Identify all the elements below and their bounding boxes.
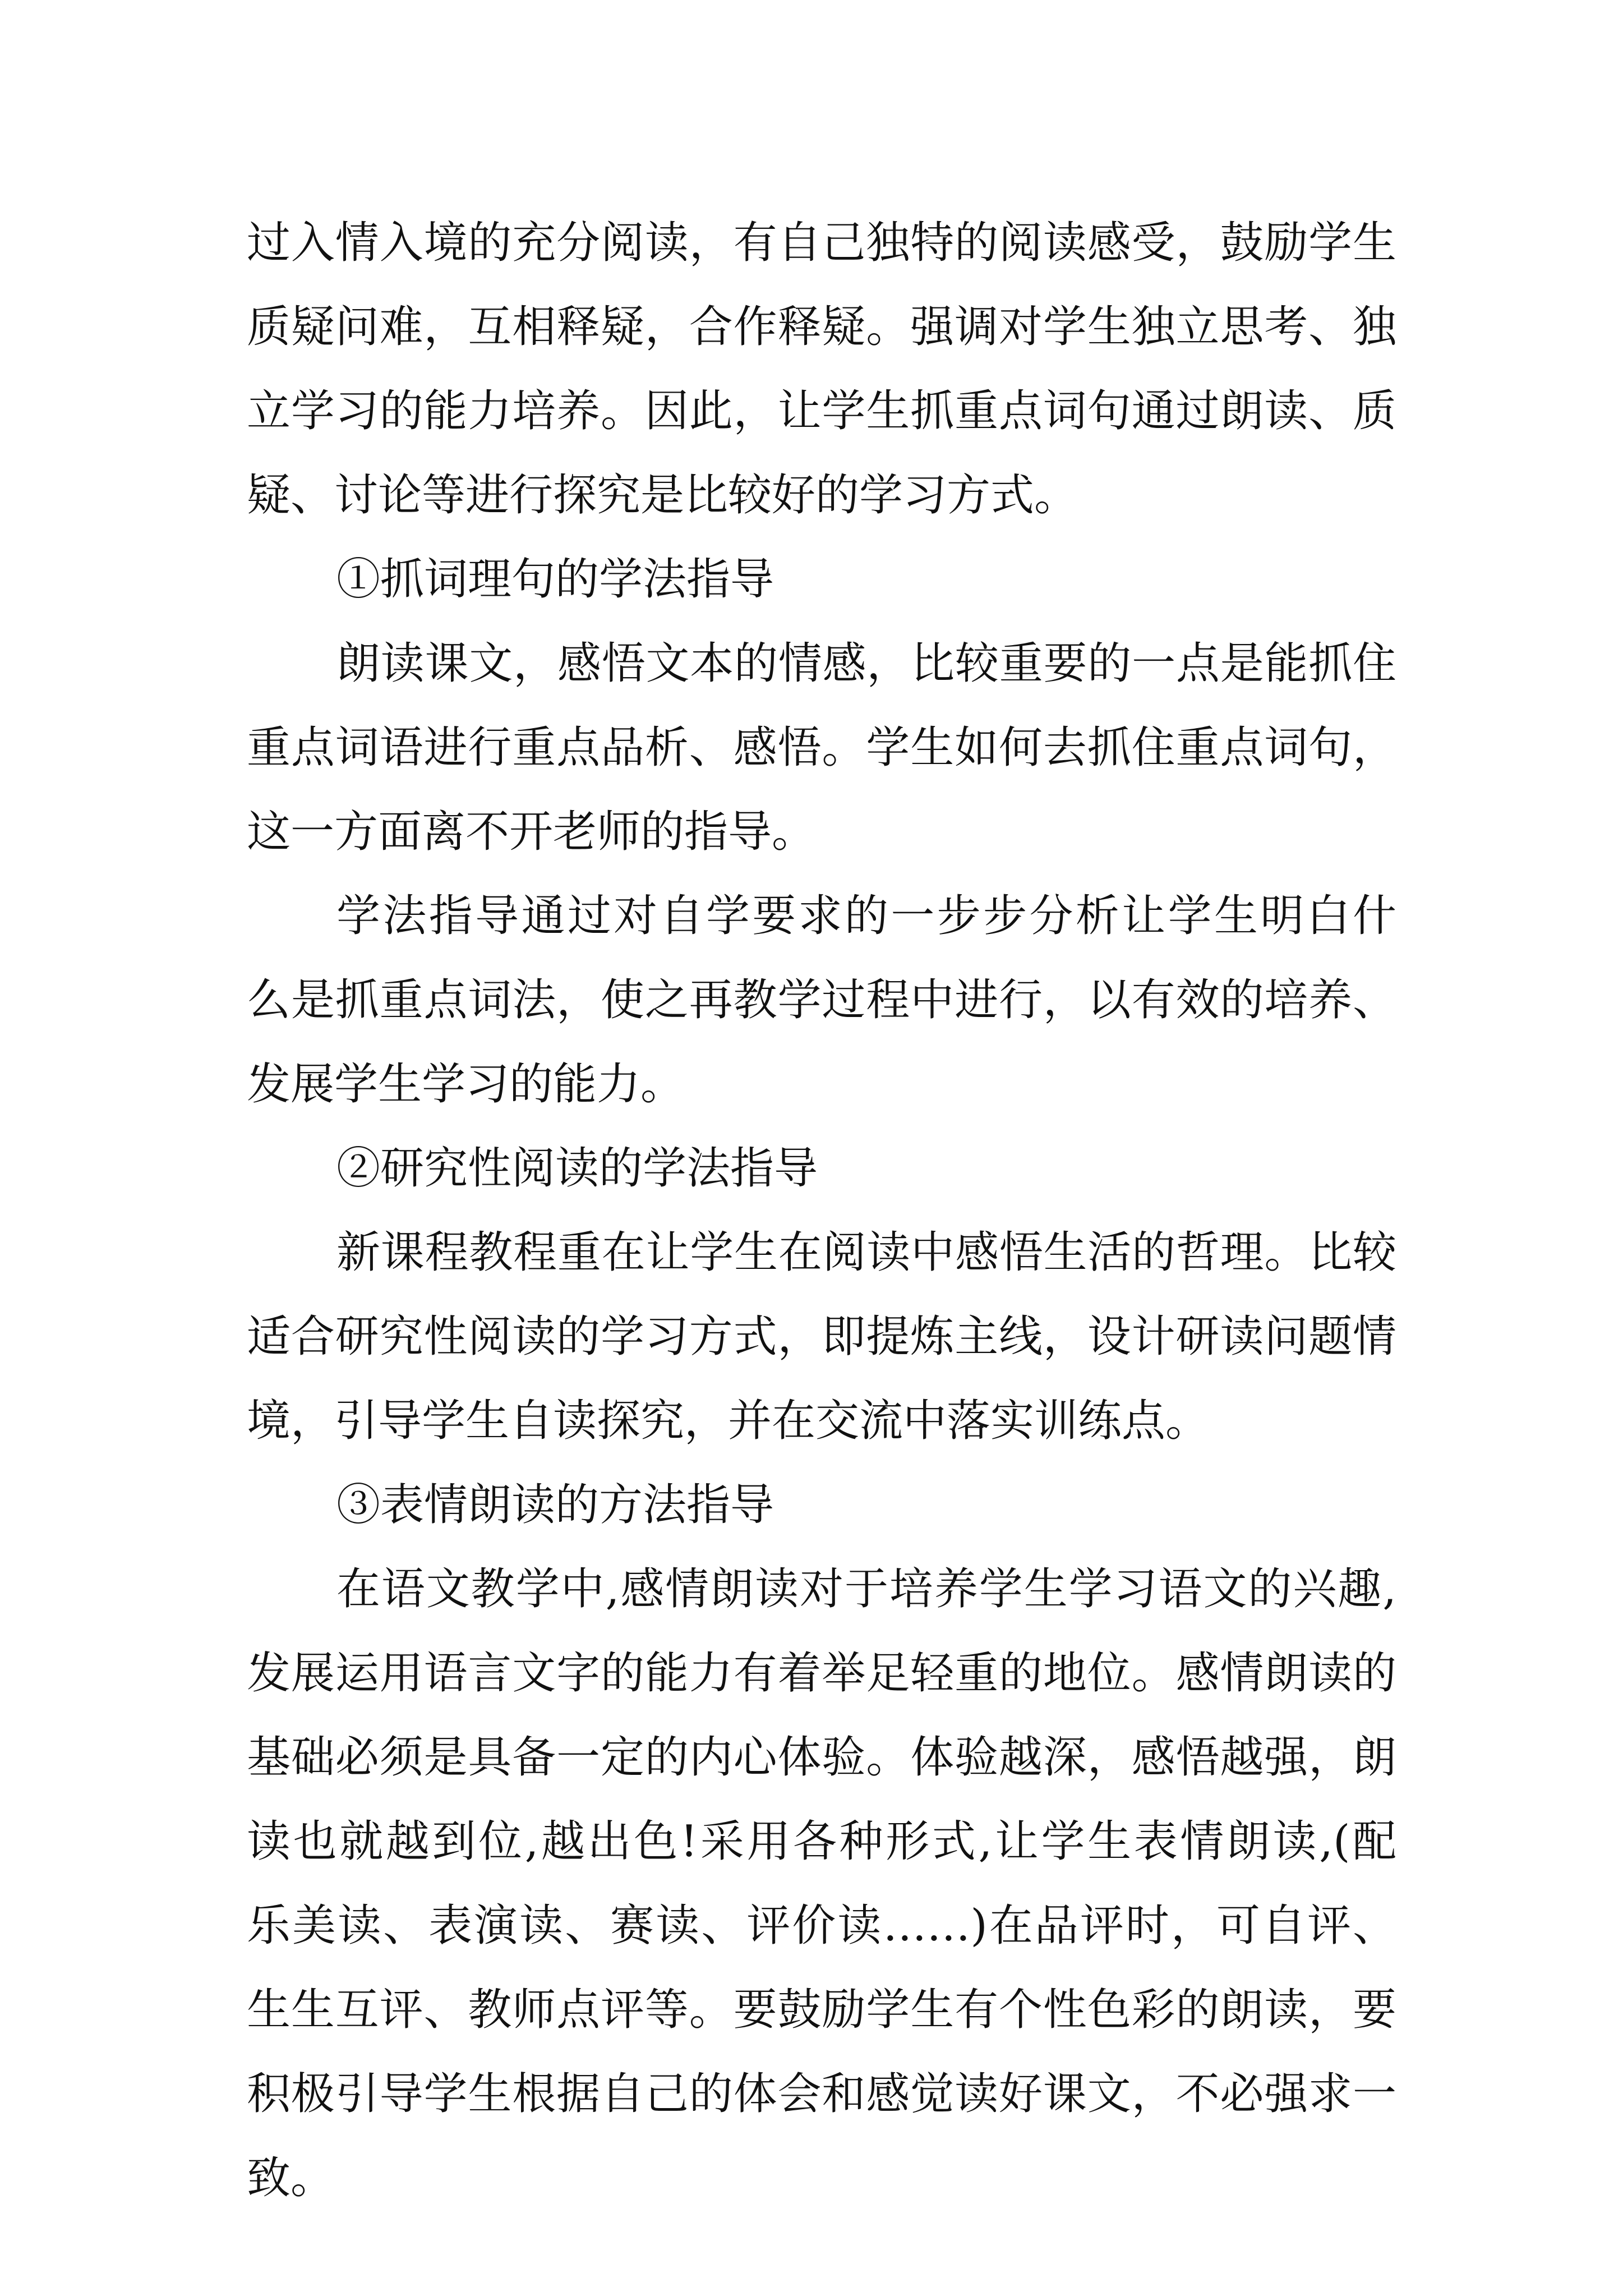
text-line: 过入情入境的充分阅读，有自己独特的阅读感受，鼓励学生 (247, 218, 1396, 268)
text-line: 重点词语进行重点品析、感悟。学生如何去抓住重点词句， (247, 723, 1396, 773)
text-line: 新课程教程重在让学生在阅读中感悟生活的哲理。比较 (336, 1227, 1396, 1278)
text-line: 在语文教学中,感情朗读对于培养学生学习语文的兴趣, (336, 1564, 1396, 1614)
text-line: 朗读课文，感悟文本的情感，比较重要的一点是能抓住 (336, 638, 1396, 689)
text-line: 质疑问难，互相释疑，合作释疑。强调对学生独立思考、独 (247, 302, 1396, 352)
text-line: 积极引导学生根据自己的体会和感觉读好课文，不必强求一 (247, 2069, 1396, 2119)
text-line: 立学习的能力培养。因此，让学生抓重点词句通过朗读、质 (247, 386, 1396, 436)
text-line: 学法指导通过对自学要求的一步步分析让学生明白什 (336, 891, 1396, 941)
text-line: 读也就越到位,越出色!采用各种形式,让学生表情朗读,(配 (247, 1816, 1396, 1867)
text-line: 基础必须是具备一定的内心体验。体验越深，感悟越强，朗 (247, 1732, 1396, 1783)
section-heading-1: ①抓词理句的学法指导 (336, 554, 774, 605)
text-line: 适合研究性阅读的学习方式，即提炼主线，设计研读问题情 (247, 1312, 1396, 1362)
text-line: 疑、讨论等进行探究是比较好的学习方式。 (247, 470, 1078, 521)
text-line: 发展学生学习的能力。 (247, 1059, 685, 1110)
text-line: 生生互评、教师点评等。要鼓励学生有个性色彩的朗读，要 (247, 1985, 1396, 2035)
section-heading-3: ③表情朗读的方法指导 (336, 1480, 774, 1530)
text-line: 么是抓重点词法，使之再教学过程中进行，以有效的培养、 (247, 975, 1396, 1025)
text-line: 致。 (247, 2153, 335, 2203)
text-line: 发展运用语言文字的能力有着举足轻重的地位。感情朗读的 (247, 1648, 1396, 1699)
text-line: 这一方面离不开老师的指导。 (247, 807, 816, 857)
section-heading-2: ②研究性阅读的学法指导 (336, 1143, 818, 1194)
text-line: 境，引导学生自读探究，并在交流中落实训练点。 (247, 1396, 1210, 1446)
text-line: 乐美读、表演读、赛读、评价读……)在品评时，可自评、 (247, 1901, 1396, 1951)
